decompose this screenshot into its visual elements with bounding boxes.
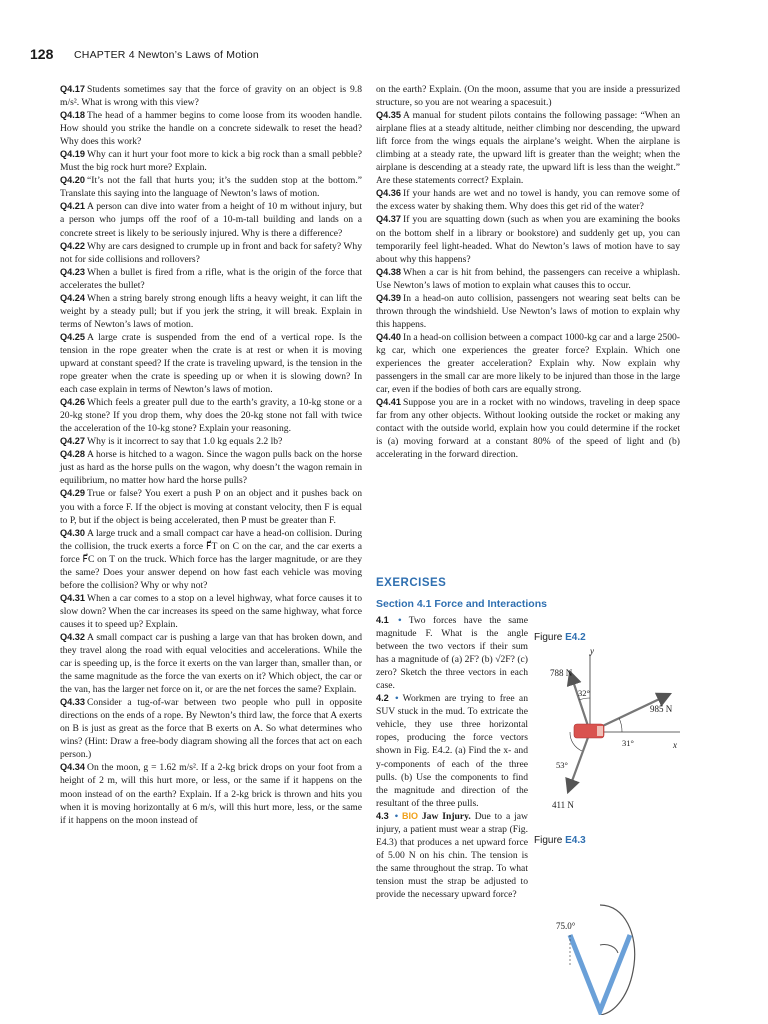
question-text: Why are cars designed to crumple up in front and back for safety? Why not for side collisions and rollovers?: [60, 240, 362, 265]
force-label-985: 985 N: [650, 704, 673, 714]
question-item: [60, 331, 362, 396]
figure-e4-3: [530, 835, 670, 1015]
question-text: Why can it hurt your foot more to kick a big rock than a small pebble? Must the big rock hurt more? Explain.: [60, 149, 362, 174]
question-item: [376, 109, 680, 187]
question-text: Which feels a greater pull due to the earth’s gravity, a 10-kg stone or a 20-kg stone? If you drop them, why does the 20-kg stone not fall with twice the acceleration of the 10-kg stone? Explain your reasoning.: [60, 397, 362, 435]
question-number: Q4.39: [376, 292, 402, 303]
angle-arc-31: [619, 718, 622, 732]
chapter-title: CHAPTER 4 Newton’s Laws of Motion: [74, 49, 259, 61]
question-number: Q4.40: [376, 331, 402, 342]
force-diagram: [530, 632, 690, 822]
question-text: “It’s not the fall that hurts you; it’s the sudden stop at the bottom.” Translate this saying into the language of Newton’s laws of motion.: [60, 175, 362, 200]
question-text: If you are squatting down (such as when you are examining the books on the bottom shelf in a library or bookstore) and suddenly get up, you can temporarily feel light-headed. What do Newton’s laws of motion have to say about why this happens?: [376, 214, 680, 265]
angle-label-32: 32°: [578, 688, 590, 698]
question-number: Q4.34: [60, 762, 86, 773]
question-number: Q4.32: [60, 631, 86, 642]
x-axis-label: x: [673, 740, 677, 750]
question-text: A small compact car is pushing a large van that has broken down, and they travel along the road with equal velocities and accelerations. While the car is speeding up, is the force it exerts on the van larger than, smaller than, or the same magnitude as the force the van exerts on it? Which object, the car or the van, has the larger net force on it, or are the net forces the same? Explain.: [60, 631, 362, 696]
question-number: Q4.18: [60, 110, 86, 121]
exercise-number: 4.2: [376, 693, 389, 704]
exercise-number: 4.1: [376, 615, 389, 625]
question-text: A person can dive into water from a height of 10 m without injury, but a person who jumps off the roof of a 10-m-tall building and lands on a concrete street is likely to be seriously injured. Why is there a difference?: [60, 201, 362, 239]
question-item: [60, 396, 362, 435]
question-item: [376, 396, 680, 461]
question-item: [60, 109, 362, 148]
angle-arc-32: [579, 698, 590, 700]
question-text: When a bullet is fired from a rifle, what is the origin of the force that accelerates the bullet?: [60, 266, 362, 291]
question-number: Q4.23: [60, 266, 86, 277]
question-text: A large truck and a small compact car have a head-on collision. During the collision, the truck exerts a force F⃗T on C on the car, and the car exerts a force F⃗C on T on the truck. Which force has the larger magnitude, or are they the same? Does your answer depend on how fast each vehicle was moving before the collision? Why or why not?: [60, 527, 362, 591]
question-item: [376, 213, 680, 265]
exercise-title: Jaw Injury.: [421, 810, 471, 822]
figure-label: Figure E4.2: [534, 632, 586, 643]
angle-label-53: 53°: [556, 760, 568, 770]
question-item: [60, 240, 362, 266]
question-text: If your hands are wet and no towel is handy, you can remove some of the excess water by shaking them. Why does this get rid of the water?: [376, 188, 680, 213]
question-text: When a car is hit from behind, the passengers can receive a whiplash. Use Newton’s laws of motion to explain what causes this to occur.: [376, 266, 680, 291]
ear-icon: [600, 944, 618, 953]
exercise-4-2: [376, 692, 528, 809]
bio-tag: BIO: [401, 810, 418, 821]
exercise-text: Due to a jaw injury, a patient must wear a strap (Fig. E4.3) that produces a net upward force of 5.00 N on his chin. The tension is the same throughout the strap. To what tension must the strap be adjusted to provide the necessary upward force?: [376, 810, 528, 900]
question-text: Students sometimes say that the force of gravity on an object is 9.8 m/s². What is wrong with this view?: [60, 84, 362, 109]
force-arrow-788: [570, 672, 590, 732]
question-number: Q4.22: [60, 240, 86, 251]
strap-icon: [570, 935, 630, 1011]
section-heading: Section 4.1 Force and Interactions: [376, 598, 547, 610]
question-text: True or false? You exert a push P on an object and it pushes back on you with a force F. If the object is moving at constant velocity, then F is equal to P, but if the object is being accelerated, then P must be greater than F.: [60, 488, 362, 526]
left-column: [60, 83, 362, 827]
question-number: Q4.28: [60, 449, 86, 460]
question-item: [60, 266, 362, 292]
question-number: Q4.29: [60, 488, 86, 499]
question-number: Q4.19: [60, 149, 86, 160]
exercise-column: [376, 614, 528, 901]
question-text: Why is it incorrect to say that 1.0 kg equals 2.2 lb?: [87, 436, 283, 448]
question-number: Q4.41: [376, 397, 402, 408]
question-item: [376, 266, 680, 292]
exercise-text: Workmen are trying to free an SUV stuck in the mud. To extricate the vehicle, they use three horizontal ropes, producing the force vectors shown in Fig. E4.2. (a) Find the x- and y-components of each of the three pulls. (b) Use the components to find the magnitude and direction of the resultant of the three pulls.: [376, 693, 528, 809]
exercise-text: Two forces have the same magnitude F. What is the angle between the two vectors if their sum has a magnitude of (a) 2F? (b) √2F? (c) zero? Sketch the three vectors in each case.: [376, 615, 528, 692]
question-text: The head of a hammer begins to come loose from its wooden handle. How should you strike the handle on a concrete sidewalk to reset the head? Why does this work?: [60, 110, 362, 148]
question-number: Q4.26: [60, 397, 86, 408]
question-item: [60, 696, 362, 761]
page-header: [30, 46, 730, 68]
question-item: [60, 292, 362, 331]
question-item: [60, 174, 362, 200]
question-number: Q4.25: [60, 331, 86, 342]
question-item: [60, 148, 362, 174]
question-item: [60, 527, 362, 592]
question-text: Suppose you are in a rocket with no windows, traveling in deep space far from any other objects. Without looking outside the rocket or making any contact with the outside world, explain how you could determine if the rocket is (a) moving forward at a constant 80% of the speed of light and (b) accelerating in the forward direction.: [376, 397, 680, 461]
question-text: In a head-on auto collision, passengers not wearing seat belts can be thrown through the windshield. Use Newton’s laws of motion to explain why this happens.: [376, 292, 680, 330]
question-number: Q4.27: [60, 436, 86, 447]
question-item: [60, 761, 362, 826]
question-item: [60, 592, 362, 631]
force-arrow-411: [568, 732, 590, 792]
question-item: [376, 292, 680, 331]
bullet-dot: •: [395, 693, 399, 705]
right-column: [376, 83, 680, 461]
question-text: A horse is hitched to a wagon. Since the wagon pulls back on the horse just as hard as the horse pulls on the wagon, why doesn’t the wagon remain in equilibrium, no matter how hard the horse pulls?: [60, 449, 362, 487]
question-number: Q4.31: [60, 592, 86, 603]
question-text: In a head-on collision between a compact 1000-kg car and a large 2500-kg car, which one experiences the greater force? Explain. Which one experiences the greater acceleration? Explain why. Now explain why passengers in the small car are more likely to be injured than those in the large car, even if the bodies of both cars are equally strong.: [376, 331, 680, 396]
question-item: [60, 435, 362, 448]
question-number: Q4.36: [376, 188, 402, 199]
question-number: Q4.30: [60, 527, 86, 538]
question-number: Q4.38: [376, 266, 402, 277]
exercise-number: 4.3: [376, 810, 389, 821]
question-number: Q4.17: [60, 84, 86, 94]
angle-label-31: 31°: [622, 738, 634, 748]
question-item: [376, 187, 680, 213]
question-number: Q4.24: [60, 292, 86, 303]
exercise-4-3: [376, 810, 528, 901]
question-text: Consider a tug-of-war between two people who pull in opposite directions on the ends of a rope. By Newton’s third law, the force that A exerts on B is just as great as the force that B exerts on A. So what determines who wins? (Hint: Draw a free-body diagram showing all the forces that act on each person.): [60, 697, 362, 761]
question-item: [60, 448, 362, 487]
question-number: Q4.37: [376, 214, 402, 225]
suv-windshield-icon: [597, 726, 603, 736]
figure-e4-2: [530, 632, 690, 822]
figure-label: Figure E4.3: [534, 835, 586, 846]
question-number: Q4.20: [60, 175, 86, 186]
question-item: [60, 487, 362, 526]
jaw-strap-diagram: [530, 835, 670, 1015]
bullet-dot: •: [394, 810, 399, 822]
exercise-4-1: [376, 614, 528, 692]
page-number: 128: [30, 46, 54, 62]
angle-label-75: 75.0°: [556, 921, 576, 931]
question-item: [60, 83, 362, 109]
question-text: On the moon, g = 1.62 m/s². If a 2-kg brick drops on your foot from a height of 2 m, will this hurt more, or less, or the same if it happens on the moon instead of on the earth? Explain. If a 2-kg brick is thrown and hits you when it is moving horizontally at 6 m/s, will this hurt more, less, or the same if it happens on the moon instead of: [60, 762, 362, 826]
question-text: A manual for student pilots contains the following passage: “When an airplane flies at a steady altitude, neither climbing nor descending, the upward lift force from the wings equals the airplane’s weight. When the airplane is climbing at a steady rate, the upward lift is greater than the weight; when the airplane is descending at a steady rate, the upward lift is less than the weight.” Are these statements correct? Explain.: [376, 110, 680, 187]
y-axis-label: y: [590, 646, 594, 656]
continued-text: on the earth? Explain. (On the moon, assume that you are inside a pressurized structure, so you are not wearing a spacesuit.): [376, 84, 680, 109]
force-label-788: 788 N: [550, 668, 573, 678]
question-number: Q4.21: [60, 201, 86, 212]
force-label-411: 411 N: [552, 800, 574, 810]
exercises-heading: EXERCISES: [376, 577, 447, 589]
question-text: A large crate is suspended from the end of a vertical rope. Is the tension in the rope greater when the crate is at rest or when it is moving upward at constant speed? If the crate is traveling upward, is the tension in the rope greater when the crate is speeding up or when it is slowing down? In each case explain in terms of Newton’s laws of motion.: [60, 331, 362, 396]
bullet-dot: •: [398, 615, 402, 626]
question-text: When a car comes to a stop on a level highway, what force causes it to slow down? When the car increases its speed on the same highway, what force causes it to speed up? Explain.: [60, 592, 362, 630]
question-number: Q4.33: [60, 697, 86, 708]
question-text: When a string barely strong enough lifts a heavy weight, it can lift the weight by a steady pull; but if you jerk the string, it will break. Explain in terms of Newton’s laws of motion.: [60, 292, 362, 330]
question-item: [60, 200, 362, 239]
question-item: [60, 631, 362, 696]
question-item: [376, 331, 680, 396]
question-number: Q4.35: [376, 110, 402, 121]
